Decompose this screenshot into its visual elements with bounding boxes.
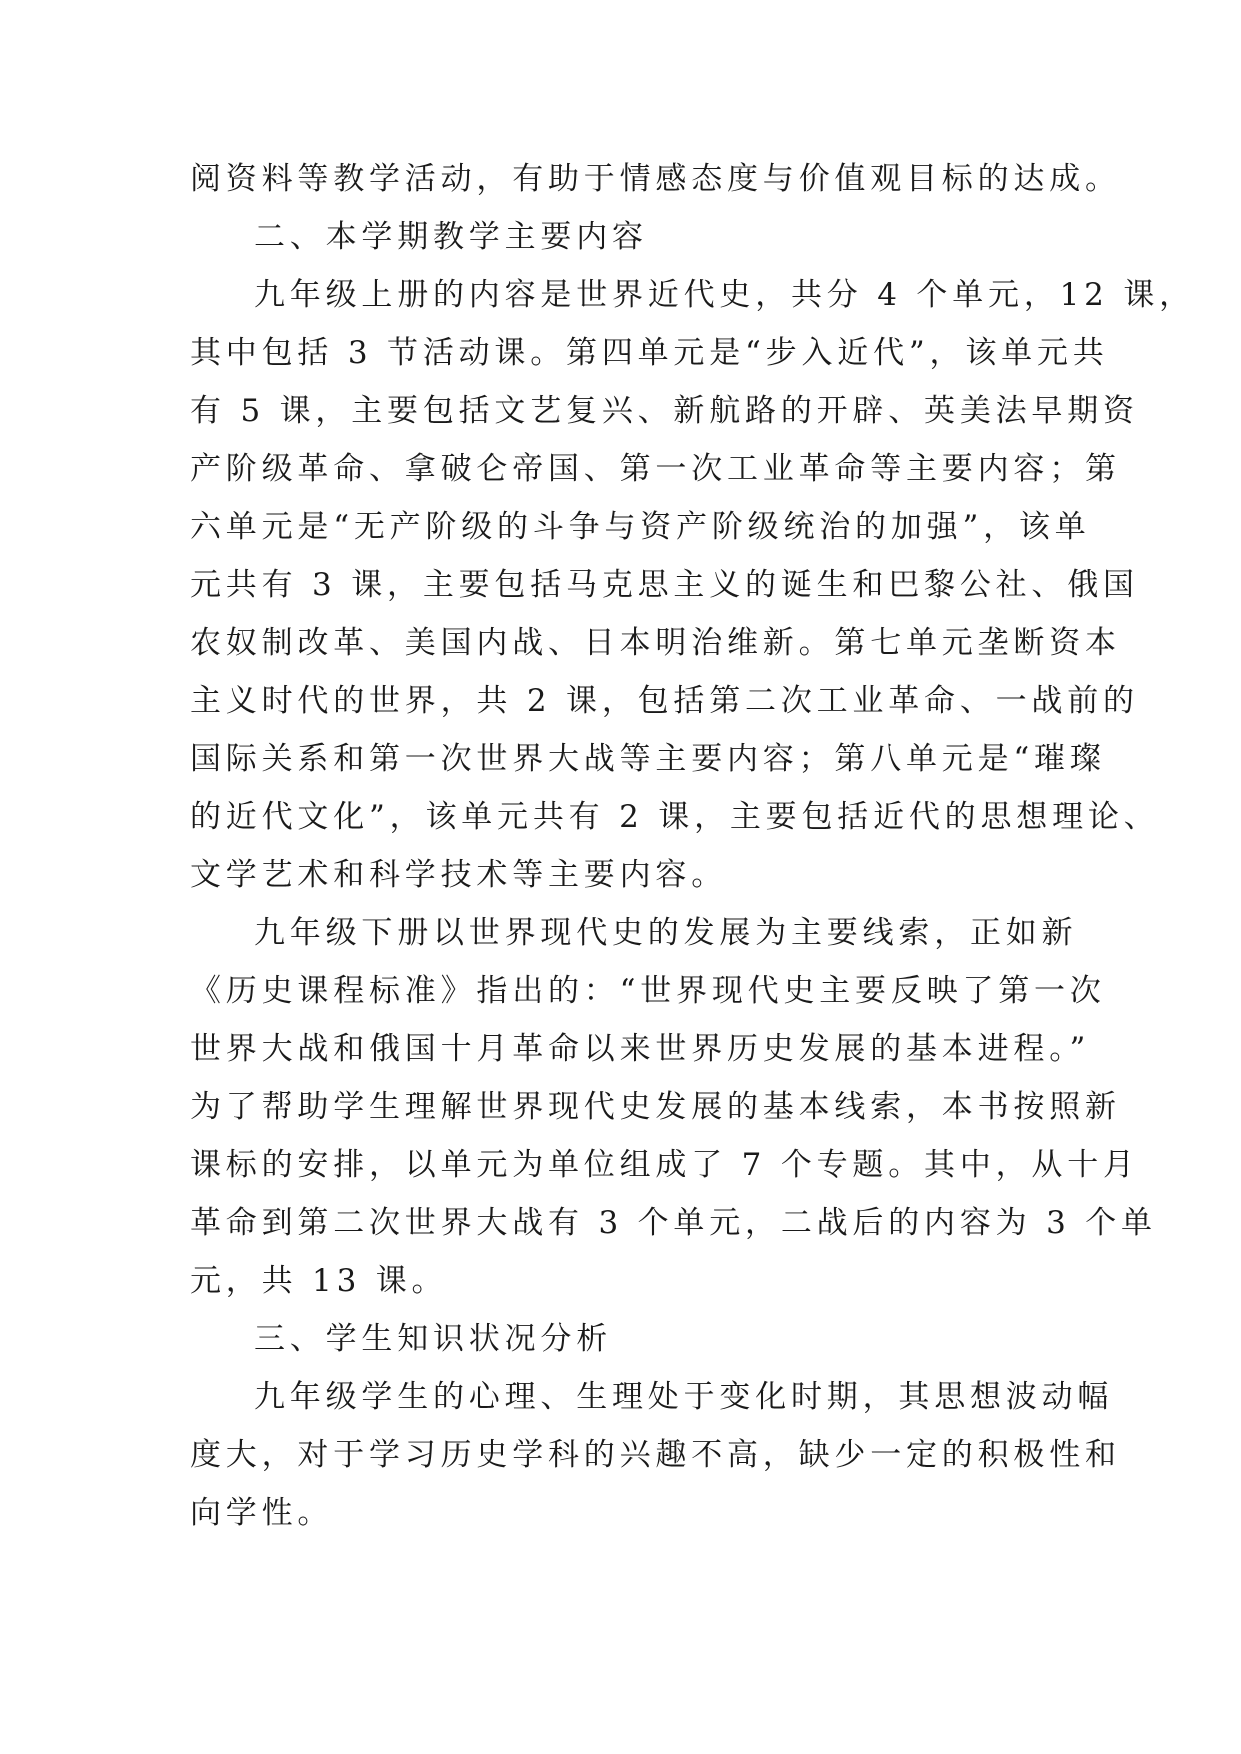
body-line: 农奴制改革、美国内战、日本明治维新。第七单元垄断资本 [190, 625, 1121, 661]
body-line: 主义时代的世界，共 2 课，包括第二次工业革命、一战前的 [190, 683, 1139, 719]
body-line: 的近代文化”，该单元共有 2 课，主要包括近代的思想理论、 [190, 799, 1160, 835]
body-line: 九年级上册的内容是世界近代史，共分 4 个单元，12 课， [254, 277, 1195, 313]
body-line: 文学艺术和科学技术等主要内容。 [190, 857, 727, 893]
section-heading-student-analysis: 三、学生知识状况分析 [254, 1321, 612, 1357]
body-line: 元共有 3 课，主要包括马克思主义的诞生和巴黎公社、俄国 [190, 567, 1139, 603]
body-line: 产阶级革命、拿破仑帝国、第一次工业革命等主要内容；第 [190, 451, 1121, 487]
body-line: 九年级学生的心理、生理处于变化时期，其思想波动幅 [254, 1379, 1114, 1415]
body-line: 向学性。 [190, 1495, 334, 1531]
body-line: 为了帮助学生理解世界现代史发展的基本线索，本书按照新 [190, 1089, 1121, 1125]
body-line: 课标的安排，以单元为单位组成了 7 个专题。其中，从十月 [190, 1147, 1139, 1183]
body-line: 有 5 课，主要包括文艺复兴、新航路的开辟、英美法早期资 [190, 393, 1139, 429]
body-line: 阅资料等教学活动，有助于情感态度与价值观目标的达成。 [190, 161, 1121, 197]
body-line: 九年级下册以世界现代史的发展为主要线索，正如新 [254, 915, 1078, 951]
section-heading-teaching-content: 二、本学期教学主要内容 [254, 219, 648, 255]
body-line: 世界大战和俄国十月革命以来世界历史发展的基本进程。” [190, 1031, 1091, 1067]
body-line: 元，共 13 课。 [190, 1263, 448, 1299]
body-line: 《历史课程标准》指出的：“世界现代史主要反映了第一次 [190, 973, 1106, 1009]
body-line: 度大，对于学习历史学科的兴趣不高，缺少一定的积极性和 [190, 1437, 1121, 1473]
body-line: 国际关系和第一次世界大战等主要内容；第八单元是“璀璨 [190, 741, 1106, 777]
body-line: 其中包括 3 节活动课。第四单元是“步入近代”，该单元共 [190, 335, 1109, 371]
body-line: 革命到第二次世界大战有 3 个单元，二战后的内容为 3 个单 [190, 1205, 1157, 1241]
document-body [190, 150, 1195, 1542]
body-line: 六单元是“无产阶级的斗争与资产阶级统治的加强”，该单 [190, 509, 1091, 545]
